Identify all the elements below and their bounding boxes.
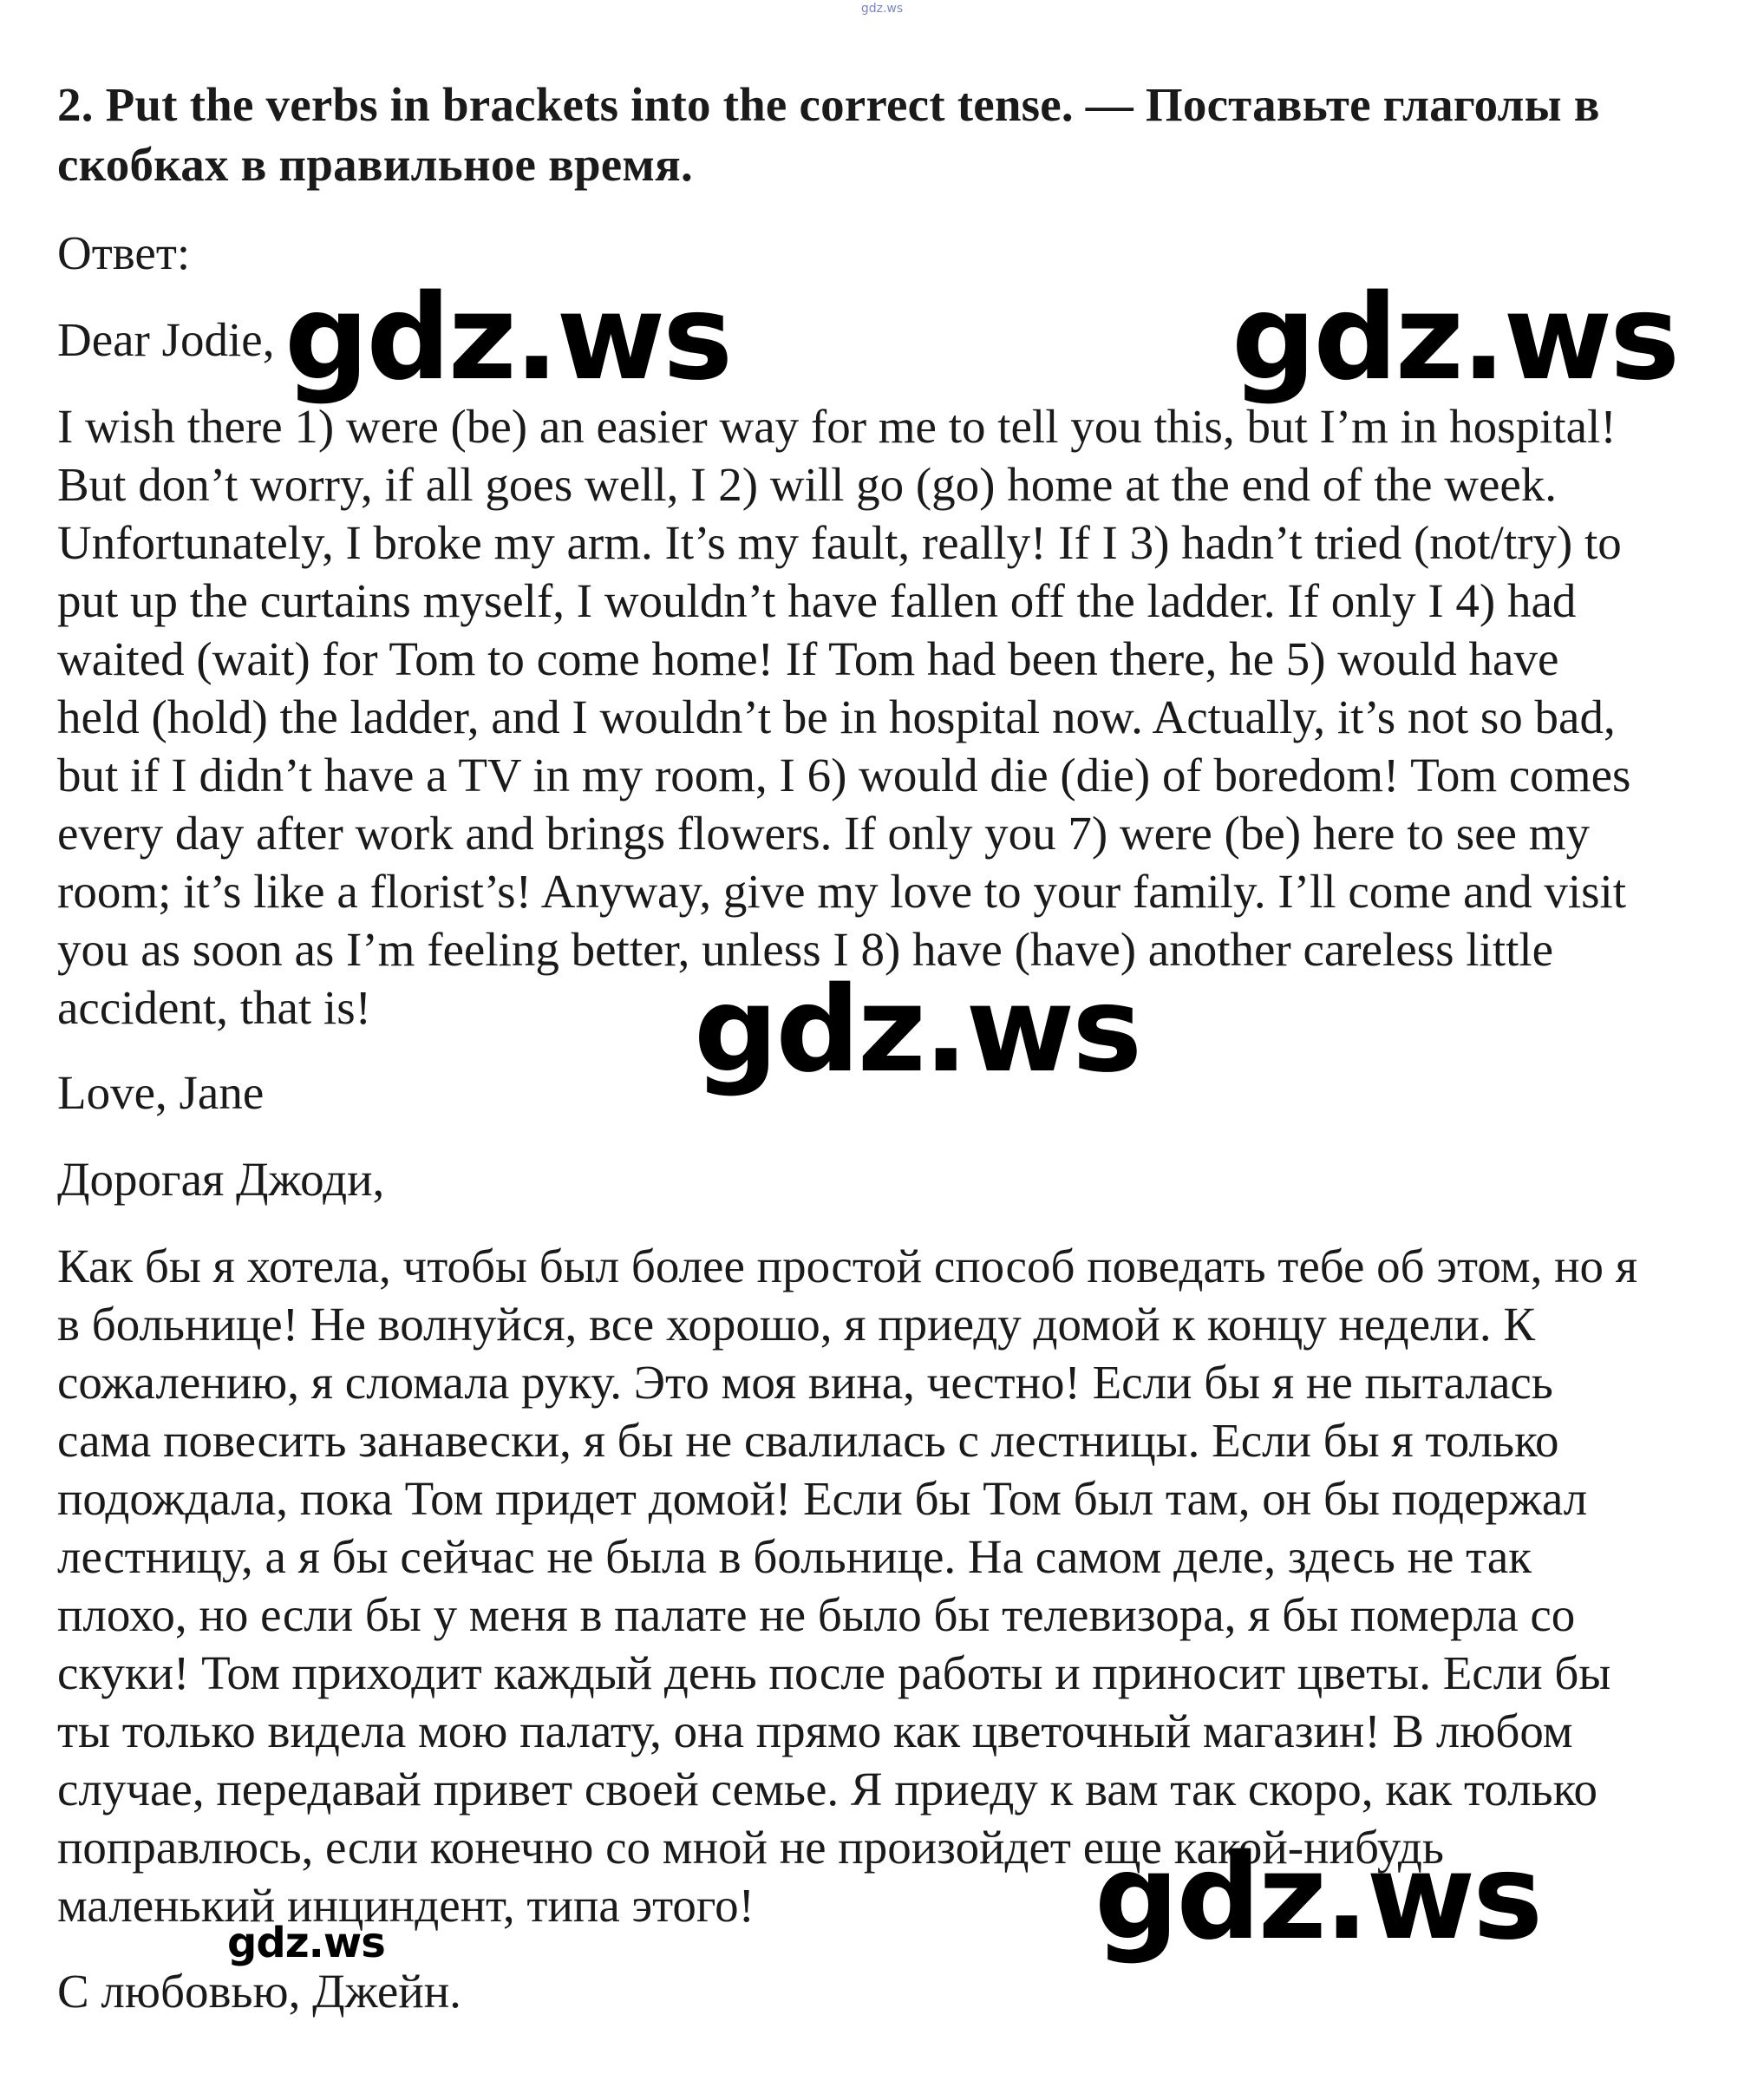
russian-signoff: С любовью, Джейн. [57,1965,461,2018]
english-letter-body [57,397,1740,1037]
english-greeting: Dear Jodie, [57,313,275,366]
watermark: gdz.ws [284,270,731,407]
russian-line: подождала, пока Том придет домой! Если бы Том был там, он бы подержал [57,1472,1588,1525]
russian-line: плохо, но если бы у меня в палате не было бы телевизора, я бы померла со [57,1588,1576,1641]
english-line: I wish there 1) were (be) an easier way for me to tell you this, but I’m in hospital! [57,400,1617,453]
english-line: you as soon as I’m feeling better, unless I 8) have (have) another careless little [57,923,1554,976]
watermark: gdz.ws [694,962,1140,1099]
english-line: every day after work and brings flowers. If only you 7) were (be) here to see my [57,807,1590,860]
russian-line: Как бы я хотела, чтобы был более простой способ поведать тебе об этом, но я [57,1240,1638,1292]
russian-line: сожалению, я сломала руку. Это моя вина, честно! Если бы я не пыталась [57,1356,1553,1409]
watermark: gdz.ws [227,1919,385,1967]
english-line: But don’t worry, if all goes well, I 2) will go (go) home at the end of the week. [57,458,1558,511]
russian-line: поправлюсь, если конечно со мной не произойдет еще какой-нибудь [57,1821,1444,1874]
russian-line: лестницу, а я бы сейчас не была в больнице. На самом деле, здесь не так [57,1530,1532,1583]
watermark: gdz.ws [1094,1829,1541,1966]
exercise-heading: 2. Put the verbs in brackets into the correct tense. — Поставьте глаголы в скобках в правильное время. [57,78,1600,191]
english-line: but if I didn’t have a TV in my room, I 6) would die (die) of boredom! Tom comes [57,749,1631,801]
english-line: held (hold) the ladder, and I wouldn’t be in hospital now. Actually, it’s not so bad, [57,690,1616,743]
russian-line: в больнице! Не волнуйся, все хорошо, я приеду домой к концу недели. К [57,1298,1536,1351]
russian-line: сама повесить занавески, я бы не свалилась с лестницы. Если бы я только [57,1414,1559,1467]
russian-line: ты только видела мою палату, она прямо как цветочный магазин! В любом [57,1704,1573,1757]
russian-line: скуки! Том приходит каждый день после работы и приносит цветы. Если бы [57,1646,1611,1699]
english-signoff: Love, Jane [57,1066,265,1119]
russian-greeting: Дорогая Джоди, [57,1153,385,1206]
english-line: put up the curtains myself, I wouldn’t have fallen off the ladder. If only I 4) had [57,574,1577,627]
top-watermark-text: gdz.ws [860,2,904,16]
russian-line: случае, передавай привет своей семье. Я приеду к вам так скоро, как только [57,1763,1598,1815]
english-line: Unfortunately, I broke my arm. It’s my fault, really! If I 3) hadn’t tried (not/try) to [57,516,1622,569]
russian-line: маленький инциндент, типа этого! [57,1879,755,1932]
answer-label: Ответ: [57,226,191,279]
english-line: waited (wait) for Tom to come home! If Tom had been there, he 5) would have [57,632,1559,685]
english-line: accident, that is! [57,981,371,1034]
watermark: gdz.ws [1232,270,1678,407]
english-line: room; it’s like a florist’s! Anyway, give my love to your family. I’ll come and visit [57,865,1627,918]
